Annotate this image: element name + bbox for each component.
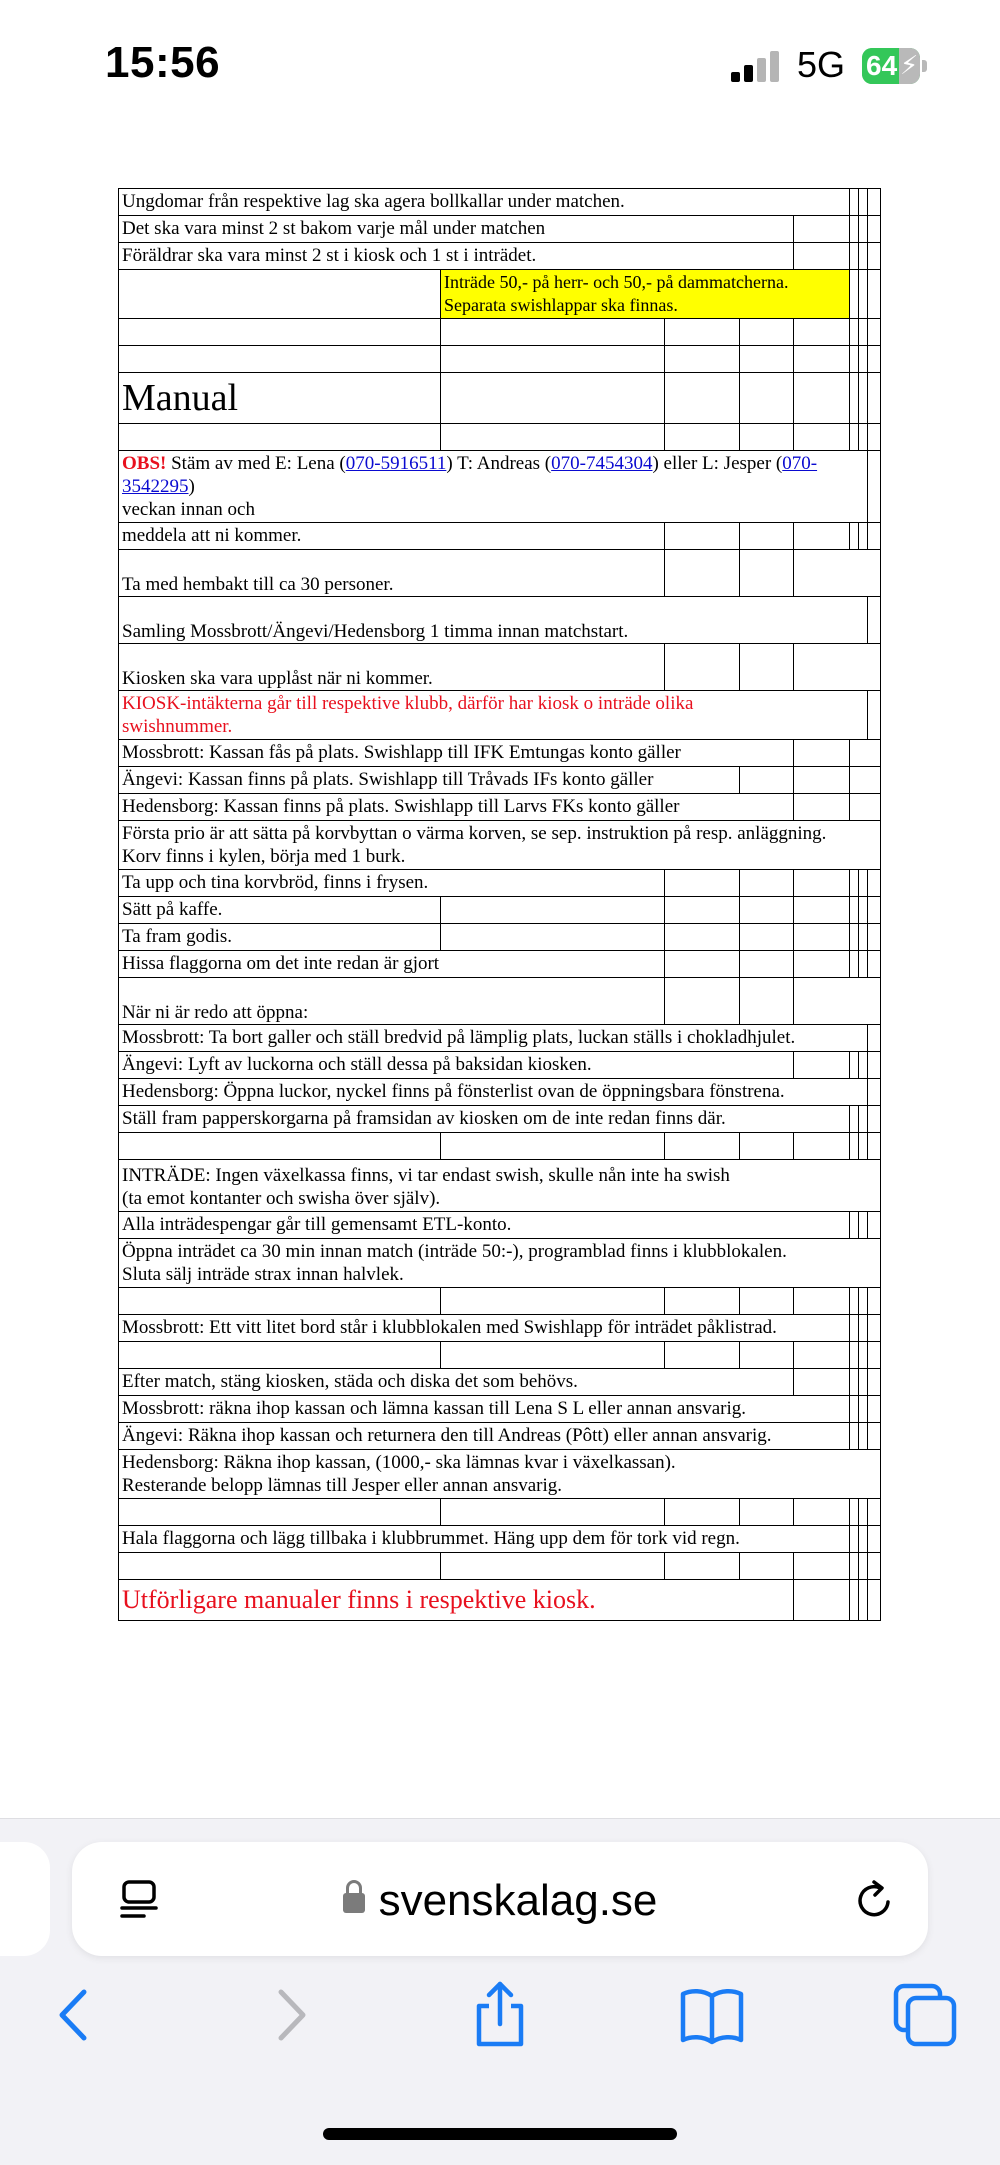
table-row xyxy=(119,1052,881,1079)
info-text: Mossbrott: Kassan fås på plats. Swishlapp till IFK Emtungas konto gäller xyxy=(119,740,794,767)
signal-icon xyxy=(731,52,781,82)
url-text[interactable]: svenskalag.se xyxy=(72,1876,928,1926)
table-row xyxy=(119,319,881,346)
book-icon[interactable] xyxy=(677,1980,747,2050)
obs-note: OBS! Stäm av med E: Lena (070-5916511) T: Andreas (070-7454304) eller L: Jesper (070- 3542295) veckan innan och xyxy=(119,451,868,523)
table-row xyxy=(119,597,881,644)
table-row xyxy=(119,1450,881,1499)
network-type: 5G xyxy=(797,44,846,85)
previous-tab-preview[interactable] xyxy=(0,1842,50,1956)
info-text: INTRÄDE: Ingen växelkassa finns, vi tar endast swish, skulle nån inte ha swish (ta emot kontanter och swisha över själv). xyxy=(119,1160,881,1212)
table-row xyxy=(119,951,881,978)
table-row xyxy=(119,1580,881,1621)
table-row xyxy=(119,1106,881,1133)
tabs-icon[interactable] xyxy=(890,1980,960,2050)
reload-icon[interactable] xyxy=(850,1876,898,1924)
table-row xyxy=(119,523,881,550)
status-bar xyxy=(0,0,1000,130)
obs-label: OBS! xyxy=(122,453,167,474)
info-text: Samling Mossbrott/Ängevi/Hedensborg 1 timma innan matchstart. xyxy=(119,597,868,644)
table-row xyxy=(119,978,881,1025)
table-row xyxy=(119,216,881,243)
phone-link-lena[interactable]: 070-5916511 xyxy=(345,453,447,474)
table-row xyxy=(119,1212,881,1239)
battery-percent: 64 xyxy=(866,50,898,81)
manual-title: Manual xyxy=(119,373,441,424)
info-text: Sätt på kaffe. xyxy=(119,897,441,924)
info-text: Efter match, stäng kiosken, städa och diska det som behövs. xyxy=(119,1369,794,1396)
table-row xyxy=(119,451,881,523)
info-text: Ta med hembakt till ca 30 personer. xyxy=(119,550,665,597)
info-text: Öppna inträdet ca 30 min innan match (inträde 50:-), programblad finns i klubblokalen. Sluta sälj inträde strax innan halvlek. xyxy=(119,1239,881,1288)
kiosk-income-note: KIOSK-intäkterna går till respektive klubb, därför har kiosk o inträde olika swishnummer. xyxy=(119,691,868,740)
info-text: Ta upp och tina korvbröd, finns i frysen. xyxy=(119,870,665,897)
table-row xyxy=(119,897,881,924)
table-row xyxy=(119,1025,881,1052)
manual-table xyxy=(118,188,881,1621)
info-text: Hala flaggorna och lägg tillbaka i klubbrummet. Häng upp dem för tork vid regn. xyxy=(119,1526,850,1553)
charging-bolt-icon: ⚡ xyxy=(900,51,919,81)
table-row xyxy=(119,270,881,319)
info-text: Alla inträdespengar går till gemensamt ETL-konto. xyxy=(119,1212,850,1239)
info-text: Mossbrott: räkna ihop kassan och lämna kassan till Lena S L eller annan ansvarig. xyxy=(119,1396,850,1423)
info-text: Hedensborg: Kassan finns på plats. Swishlapp till Larvs FKs konto gäller xyxy=(119,794,794,821)
document-page xyxy=(118,188,880,1621)
info-text: Det ska vara minst 2 st bakom varje mål under matchen xyxy=(119,216,794,243)
forward-chevron-icon[interactable] xyxy=(255,1980,325,2050)
table-row xyxy=(119,1369,881,1396)
info-text: Ta fram godis. xyxy=(119,924,441,951)
table-row xyxy=(119,1553,881,1580)
table-row xyxy=(119,1342,881,1369)
lock-icon xyxy=(343,1893,365,1913)
entry-fee-note: Inträde 50,- på herr- och 50,- på dammatcherna. Separata swishlappar ska finnas. xyxy=(441,270,850,319)
info-text: Hissa flaggorna om det inte redan är gjort xyxy=(119,951,665,978)
table-row xyxy=(119,870,881,897)
table-row xyxy=(119,691,881,740)
table-row xyxy=(119,1288,881,1315)
info-text: Ängevi: Kassan finns på plats. Swishlapp till Tråvads IFs konto gäller xyxy=(119,767,740,794)
info-text: meddela att ni kommer. xyxy=(119,523,665,550)
table-row xyxy=(119,424,881,451)
table-row xyxy=(119,1239,881,1288)
table-row xyxy=(119,740,881,767)
info-text: Hedensborg: Öppna luckor, nyckel finns på fönsterlist ovan de öppningsbara fönstrena. xyxy=(119,1079,868,1106)
table-row xyxy=(119,794,881,821)
info-text: När ni är redo att öppna: xyxy=(119,978,665,1025)
browser-toolbar xyxy=(0,1980,1000,2060)
table-row xyxy=(119,550,881,597)
table-row xyxy=(119,1079,881,1106)
table-row xyxy=(119,1499,881,1526)
table-row xyxy=(119,189,881,216)
battery-icon xyxy=(862,48,934,86)
table-row xyxy=(119,1396,881,1423)
info-text: Ställ fram papperskorgarna på framsidan av kiosken om de inte redan finns där. xyxy=(119,1106,850,1133)
home-indicator xyxy=(323,2128,677,2140)
info-text: Ängevi: Lyft av luckorna och ställ dessa på baksidan kiosken. xyxy=(119,1052,794,1079)
table-row xyxy=(119,1160,881,1212)
info-text: Hedensborg: Räkna ihop kassan, (1000,- ska lämnas kvar i växelkassan). Resterande belopp lämnas till Jesper eller annan ansvarig. xyxy=(119,1450,881,1499)
table-row xyxy=(119,767,881,794)
info-text: Första prio är att sätta på korvbyttan o värma korven, se sep. instruktion på resp. anläggning. Korv finns i kylen, börja med 1 burk. xyxy=(119,821,881,870)
table-row xyxy=(119,1526,881,1553)
table-row xyxy=(119,644,881,691)
info-text: Ungdomar från respektive lag ska agera bollkallar under matchen. xyxy=(119,189,850,216)
table-row xyxy=(119,924,881,951)
info-text: Mossbrott: Ett vitt litet bord står i klubblokalen med Swishlapp för inträdet påklistrad. xyxy=(119,1315,850,1342)
info-text: Ängevi: Räkna ihop kassan och returnera den till Andreas (Pôtt) eller annan ansvarig. xyxy=(119,1423,850,1450)
info-text: Kiosken ska vara upplåst när ni kommer. xyxy=(119,644,665,691)
address-bar[interactable] xyxy=(72,1842,928,1956)
phone-link-andreas[interactable]: 070-7454304 xyxy=(551,453,653,474)
info-text: Föräldrar ska vara minst 2 st i kiosk och 1 st i inträdet. xyxy=(119,243,794,270)
footer-note: Utförligare manualer finns i respektive kiosk. xyxy=(119,1580,794,1621)
info-text: Mossbrott: Ta bort galler och ställ bredvid på lämplig plats, luckan ställs i chokladhjulet. xyxy=(119,1025,868,1052)
phone-link-jesper[interactable]: 070- 3542295 xyxy=(122,453,818,497)
table-row xyxy=(119,821,881,870)
share-icon[interactable] xyxy=(465,1980,535,2050)
back-chevron-icon[interactable] xyxy=(40,1980,110,2050)
table-row xyxy=(119,1133,881,1160)
status-time: 15:56 xyxy=(105,38,221,87)
table-row xyxy=(119,373,881,424)
table-row xyxy=(119,243,881,270)
table-row xyxy=(119,1423,881,1450)
table-row xyxy=(119,1315,881,1342)
table-row xyxy=(119,346,881,373)
